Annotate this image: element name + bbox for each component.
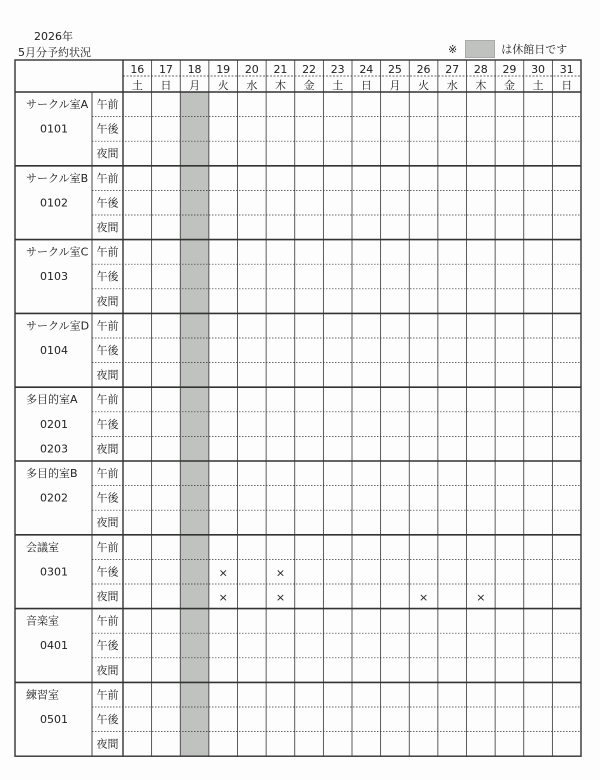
time-slot-label: 夜間 [96, 663, 119, 677]
day-weekday: 土 [332, 79, 344, 92]
day-date: 17 [158, 63, 173, 76]
time-slot-label: 午後 [96, 491, 119, 505]
time-slot-label: 午後 [96, 417, 119, 431]
time-slot-label: 午前 [96, 393, 119, 407]
room-number: 0101 [40, 122, 68, 136]
room-number: 0501 [40, 713, 68, 726]
time-slot-label: 午後 [96, 565, 119, 579]
day-date: 16 [130, 63, 145, 76]
booked-mark: × [218, 566, 228, 580]
day-date: 26 [416, 63, 431, 76]
day-weekday: 金 [303, 79, 315, 92]
booked-mark: × [418, 591, 429, 604]
day-date: 24 [359, 63, 374, 76]
time-slot-label: 午前 [96, 171, 119, 185]
day-date: 18 [187, 63, 202, 76]
time-slot-label: 午前 [96, 688, 119, 702]
room-name: 多目的室B [26, 467, 78, 480]
day-weekday: 金 [503, 79, 515, 92]
time-slot-label: 夜間 [96, 442, 119, 456]
time-slot-label: 夜間 [96, 294, 119, 308]
room-name: サークル室B [26, 171, 89, 185]
room-number: 0202 [40, 491, 68, 505]
day-weekday: 火 [418, 79, 430, 92]
legend-mark: ※ [448, 42, 458, 56]
time-slot-label: 午後 [96, 122, 119, 136]
time-slot-label: 夜間 [96, 221, 119, 234]
closed-day-shade [180, 92, 209, 756]
time-slot-label: 午前 [96, 98, 119, 111]
page-title: 5月分予約状況 [18, 46, 91, 59]
day-date: 19 [216, 63, 231, 76]
time-slot-label: 午後 [96, 713, 119, 726]
day-weekday: 水 [246, 79, 258, 92]
room-name: 会議室 [26, 540, 59, 554]
day-date: 20 [244, 63, 259, 76]
day-date: 21 [273, 63, 288, 76]
day-date: 31 [559, 63, 574, 76]
time-slot-label: 午前 [96, 245, 119, 259]
room-number: 0103 [40, 270, 68, 284]
day-weekday: 月 [389, 79, 401, 92]
time-slot-label: 午前 [96, 540, 119, 554]
day-weekday: 日 [160, 79, 172, 92]
legend-text: は休館日です [501, 43, 568, 56]
room-name: サークル室A [26, 98, 89, 111]
room-number: 0104 [40, 344, 68, 357]
day-date: 28 [473, 63, 488, 76]
day-weekday: 月 [189, 79, 201, 92]
room-name: 音楽室 [26, 614, 59, 628]
day-weekday: 土 [131, 79, 143, 92]
day-date: 25 [387, 63, 402, 76]
day-weekday: 木 [475, 79, 487, 92]
room-number: 0102 [40, 196, 68, 210]
year-label: 2026年 [34, 30, 73, 43]
day-weekday: 水 [446, 79, 458, 92]
time-slot-label: 午後 [96, 344, 119, 357]
room-number: 0401 [40, 639, 68, 653]
day-date: 29 [502, 63, 517, 76]
time-slot-label: 午後 [96, 196, 119, 210]
room-number: 0201 [40, 417, 68, 431]
day-weekday: 土 [532, 79, 544, 92]
room-number: 0301 [40, 565, 68, 579]
booked-mark: × [218, 591, 228, 604]
room-name: サークル室C [26, 245, 89, 259]
day-weekday: 日 [360, 79, 372, 92]
day-weekday: 日 [561, 79, 573, 92]
day-date: 27 [445, 63, 460, 76]
booked-mark: × [476, 591, 486, 604]
room-name: 多目的室A [26, 393, 78, 407]
day-date: 30 [531, 63, 546, 76]
day-date: 23 [330, 63, 345, 76]
time-slot-label: 夜間 [96, 590, 119, 603]
time-slot-label: 夜間 [96, 516, 119, 530]
time-slot-label: 午後 [96, 270, 119, 284]
day-date: 22 [302, 63, 317, 76]
booked-mark: × [275, 566, 286, 580]
time-slot-label: 午前 [96, 467, 119, 480]
time-slot-label: 午前 [96, 614, 119, 628]
room-name: 練習室 [26, 688, 59, 702]
day-weekday: 木 [274, 79, 286, 92]
time-slot-label: 夜間 [96, 737, 119, 751]
room-number: 0203 [40, 442, 68, 456]
time-slot-label: 夜間 [96, 368, 119, 382]
room-name: サークル室D [26, 319, 90, 333]
time-slot-label: 夜間 [96, 147, 119, 161]
time-slot-label: 午前 [96, 319, 119, 333]
day-weekday: 火 [217, 79, 229, 92]
booked-mark: × [275, 591, 286, 604]
time-slot-label: 午後 [96, 639, 119, 653]
